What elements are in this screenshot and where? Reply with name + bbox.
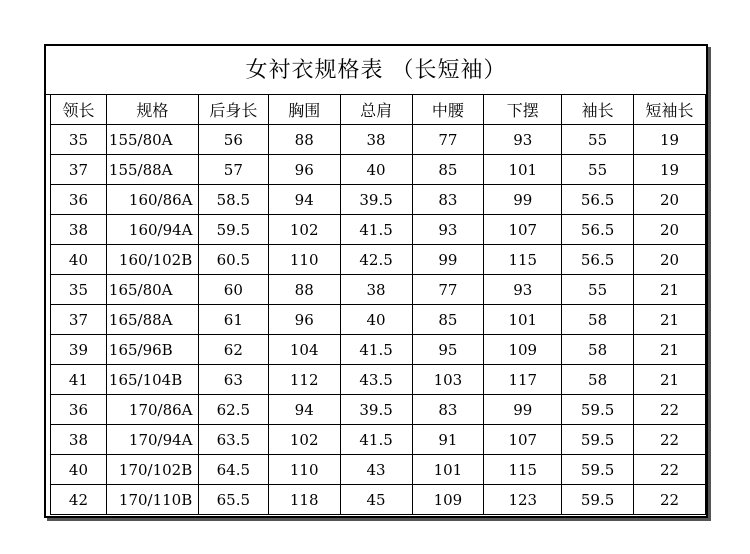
table-cell: 155/80A [106, 125, 198, 155]
table-cell: 93 [484, 125, 562, 155]
header-short-sleeve: 短袖长 [634, 95, 706, 125]
table-cell: 22 [634, 485, 706, 515]
table-cell: 19 [634, 125, 706, 155]
table-cell: 56 [198, 125, 268, 155]
table-cell: 93 [484, 275, 562, 305]
table-row [51, 245, 706, 275]
table-cell: 85 [412, 305, 484, 335]
table-row [51, 335, 706, 365]
table-cell: 83 [412, 395, 484, 425]
size-chart-sheet [44, 44, 708, 518]
table-cell: 42.5 [340, 245, 412, 275]
table-cell: 117 [484, 365, 562, 395]
table-cell: 115 [484, 245, 562, 275]
table-cell: 101 [412, 455, 484, 485]
table-cell: 41.5 [340, 425, 412, 455]
table-cell: 41.5 [340, 215, 412, 245]
table-cell: 62.5 [198, 395, 268, 425]
table-row [51, 425, 706, 455]
table-cell: 102 [268, 425, 340, 455]
table-cell: 37 [51, 155, 107, 185]
table-cell: 38 [340, 125, 412, 155]
table-cell: 115 [484, 455, 562, 485]
table-cell: 165/80A [106, 275, 198, 305]
table-cell: 110 [268, 455, 340, 485]
table-cell: 20 [634, 245, 706, 275]
header-chest: 胸围 [268, 95, 340, 125]
table-cell: 38 [51, 215, 107, 245]
table-cell: 103 [412, 365, 484, 395]
table-cell: 20 [634, 185, 706, 215]
table-cell: 170/110B [106, 485, 198, 515]
table-cell: 35 [51, 275, 107, 305]
table-cell: 155/88A [106, 155, 198, 185]
table-cell: 109 [412, 485, 484, 515]
table-cell: 95 [412, 335, 484, 365]
table-cell: 21 [634, 365, 706, 395]
table-row [51, 125, 706, 155]
table-cell: 101 [484, 155, 562, 185]
table-cell: 56.5 [562, 185, 634, 215]
header-spec: 规格 [106, 95, 198, 125]
table-row [51, 305, 706, 335]
table-row [51, 395, 706, 425]
table-cell: 43.5 [340, 365, 412, 395]
table-cell: 21 [634, 305, 706, 335]
table-row [51, 275, 706, 305]
table-cell: 99 [484, 395, 562, 425]
size-table [50, 94, 706, 515]
header-hem: 下摆 [484, 95, 562, 125]
table-cell: 77 [412, 275, 484, 305]
table-cell: 41.5 [340, 335, 412, 365]
table-cell: 40 [51, 245, 107, 275]
table-cell: 22 [634, 455, 706, 485]
table-cell: 38 [340, 275, 412, 305]
table-cell: 55 [562, 275, 634, 305]
table-cell: 21 [634, 275, 706, 305]
header-waist: 中腰 [412, 95, 484, 125]
header-back-length: 后身长 [198, 95, 268, 125]
table-cell: 88 [268, 125, 340, 155]
table-cell: 170/86A [106, 395, 198, 425]
table-cell: 40 [51, 455, 107, 485]
page-title: 女衬衣规格表 （长短袖） [46, 46, 706, 95]
table-cell: 101 [484, 305, 562, 335]
table-cell: 56.5 [562, 215, 634, 245]
table-cell: 59.5 [198, 215, 268, 245]
table-cell: 58 [562, 335, 634, 365]
table-cell: 60 [198, 275, 268, 305]
table-cell: 83 [412, 185, 484, 215]
table-cell: 94 [268, 395, 340, 425]
table-row [51, 185, 706, 215]
table-cell: 39.5 [340, 395, 412, 425]
table-cell: 85 [412, 155, 484, 185]
header-shoulder: 总肩 [340, 95, 412, 125]
table-cell: 160/94A [106, 215, 198, 245]
table-cell: 77 [412, 125, 484, 155]
table-cell: 123 [484, 485, 562, 515]
table-cell: 94 [268, 185, 340, 215]
table-cell: 160/86A [106, 185, 198, 215]
table-cell: 107 [484, 215, 562, 245]
table-cell: 91 [412, 425, 484, 455]
table-cell: 36 [51, 395, 107, 425]
table-cell: 59.5 [562, 395, 634, 425]
table-row [51, 215, 706, 245]
table-cell: 63 [198, 365, 268, 395]
table-cell: 65.5 [198, 485, 268, 515]
table-row [51, 455, 706, 485]
table-cell: 55 [562, 125, 634, 155]
table-cell: 59.5 [562, 425, 634, 455]
table-cell: 109 [484, 335, 562, 365]
table-cell: 88 [268, 275, 340, 305]
table-cell: 37 [51, 305, 107, 335]
table-cell: 59.5 [562, 485, 634, 515]
table-cell: 118 [268, 485, 340, 515]
table-row [51, 485, 706, 515]
table-cell: 42 [51, 485, 107, 515]
table-cell: 43 [340, 455, 412, 485]
table-cell: 55 [562, 155, 634, 185]
table-cell: 165/104B [106, 365, 198, 395]
table-cell: 58 [562, 305, 634, 335]
table-cell: 93 [412, 215, 484, 245]
table-cell: 45 [340, 485, 412, 515]
table-cell: 99 [412, 245, 484, 275]
table-cell: 39 [51, 335, 107, 365]
table-cell: 41 [51, 365, 107, 395]
table-cell: 20 [634, 215, 706, 245]
table-cell: 99 [484, 185, 562, 215]
table-cell: 170/102B [106, 455, 198, 485]
table-cell: 170/94A [106, 425, 198, 455]
table-cell: 110 [268, 245, 340, 275]
table-cell: 22 [634, 395, 706, 425]
table-row [51, 365, 706, 395]
table-cell: 63.5 [198, 425, 268, 455]
table-cell: 22 [634, 425, 706, 455]
table-cell: 60.5 [198, 245, 268, 275]
table-cell: 107 [484, 425, 562, 455]
header-sleeve: 袖长 [562, 95, 634, 125]
table-cell: 35 [51, 125, 107, 155]
table-cell: 64.5 [198, 455, 268, 485]
header-collar: 领长 [51, 95, 107, 125]
table-cell: 165/88A [106, 305, 198, 335]
table-cell: 61 [198, 305, 268, 335]
table-cell: 56.5 [562, 245, 634, 275]
table-cell: 96 [268, 155, 340, 185]
table-cell: 165/96B [106, 335, 198, 365]
table-cell: 104 [268, 335, 340, 365]
table-cell: 62 [198, 335, 268, 365]
header-row [51, 95, 706, 125]
table-cell: 21 [634, 335, 706, 365]
table-cell: 57 [198, 155, 268, 185]
table-cell: 36 [51, 185, 107, 215]
table-cell: 58.5 [198, 185, 268, 215]
table-cell: 160/102B [106, 245, 198, 275]
table-cell: 19 [634, 155, 706, 185]
table-cell: 58 [562, 365, 634, 395]
table-cell: 40 [340, 155, 412, 185]
table-cell: 96 [268, 305, 340, 335]
table-cell: 40 [340, 305, 412, 335]
table-cell: 102 [268, 215, 340, 245]
table-cell: 112 [268, 365, 340, 395]
table-cell: 39.5 [340, 185, 412, 215]
table-row [51, 155, 706, 185]
table-cell: 59.5 [562, 455, 634, 485]
table-cell: 38 [51, 425, 107, 455]
